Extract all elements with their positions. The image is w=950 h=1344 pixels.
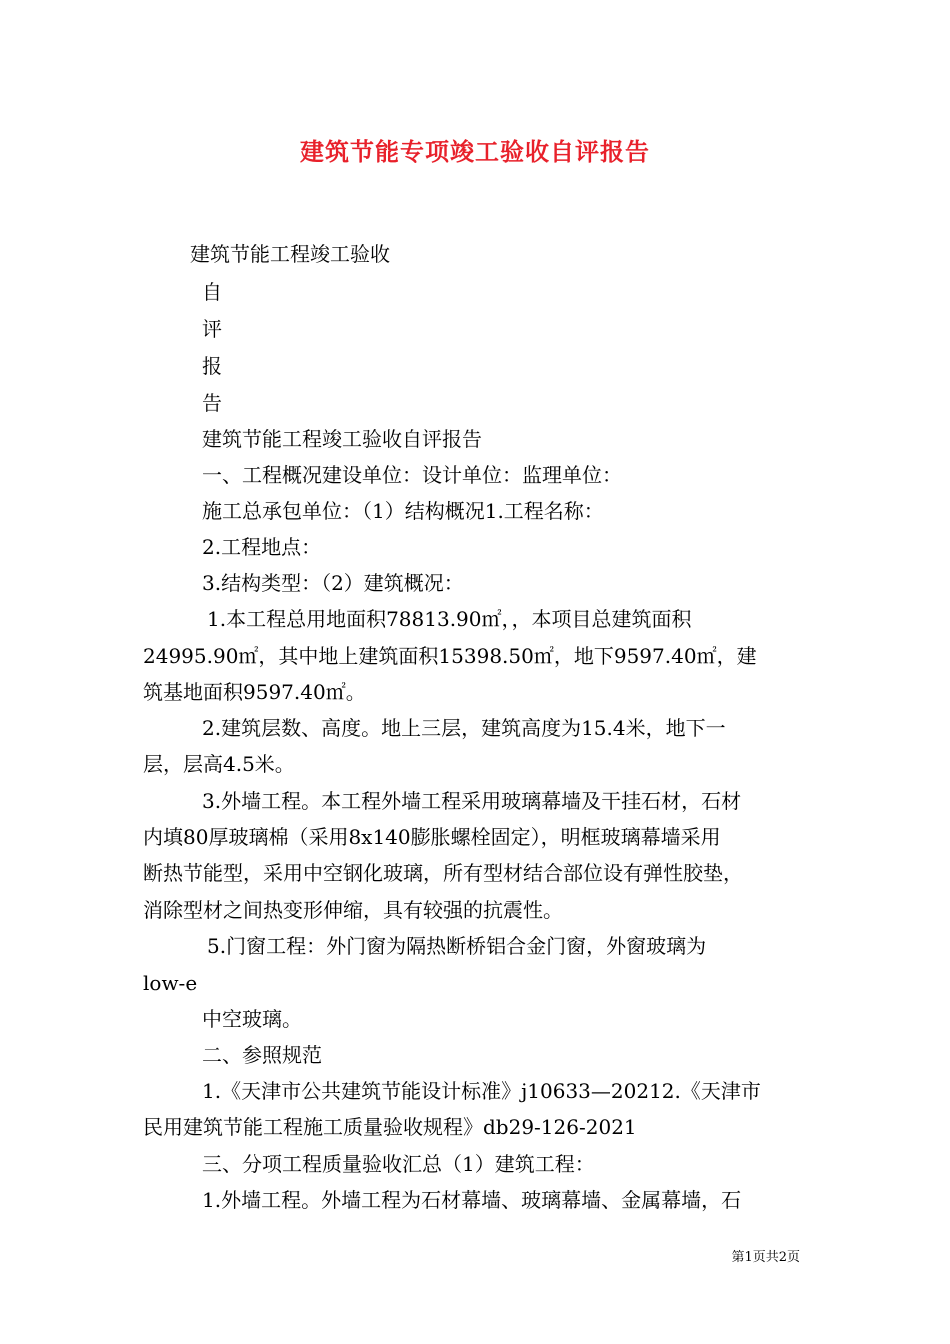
text-line: 评 [202,317,222,341]
text-line: 2.建筑层数、高度。地上三层，建筑高度为15.4米，地下一 [202,716,726,740]
text-line: 消除型材之间热变形伸缩，具有较强的抗震性。 [143,898,563,922]
text-line: 自 [202,280,222,304]
text-line: 民用建筑节能工程施工质量验收规程》db29-126-2021 [143,1115,637,1139]
text-line: 中空玻璃。 [202,1007,302,1031]
text-line: 1.《天津市公共建筑节能设计标准》j10633—20212.《天津市 [202,1079,761,1103]
text-line: 报 [202,354,222,378]
text-line: 建筑节能工程竣工验收自评报告 [202,427,482,451]
text-line: 3.结构类型：（2）建筑概况： [202,571,464,595]
text-line: 1.外墙工程。外墙工程为石材幕墙、玻璃幕墙、金属幕墙，石 [202,1188,742,1212]
text-line: 告 [202,391,222,415]
text-line: 内填80厚玻璃棉（采用8x140膨胀螺栓固定），明框玻璃幕墙采用 [143,825,721,849]
text-line: 断热节能型，采用中空钢化玻璃，所有型材结合部位设有弹性胶垫， [143,861,743,885]
text-line: 施工总承包单位：（1）结构概况1.工程名称： [202,499,604,523]
text-line: 二、参照规范 [202,1043,322,1067]
text-line: 一、工程概况建设单位：设计单位：监理单位： [202,463,622,487]
text-line: 24995.90㎡，其中地上建筑面积15398.50㎡，地下9597.40㎡，建 [143,644,757,668]
text-line: 筑基地面积9597.40㎡。 [143,680,366,704]
text-line: 3.外墙工程。本工程外墙工程采用玻璃幕墙及干挂石材，石材 [202,789,742,813]
text-line: 层，层高4.5米。 [143,752,295,776]
text-line: low-e [143,971,198,995]
document-title: 建筑节能专项竣工验收自评报告 [300,137,650,166]
text-line: 三、分项工程质量验收汇总（1）建筑工程： [202,1152,595,1176]
text-line: 2.工程地点： [202,535,322,559]
page-number-footer: 第1页共2页 [731,1250,800,1265]
text-line: 5.门窗工程：外门窗为隔热断桥铝合金门窗，外窗玻璃为 [207,934,707,958]
text-line: 建筑节能工程竣工验收 [190,242,390,266]
text-line: 1.本工程总用地面积78813.90㎡，，本项目总建筑面积 [207,607,692,631]
